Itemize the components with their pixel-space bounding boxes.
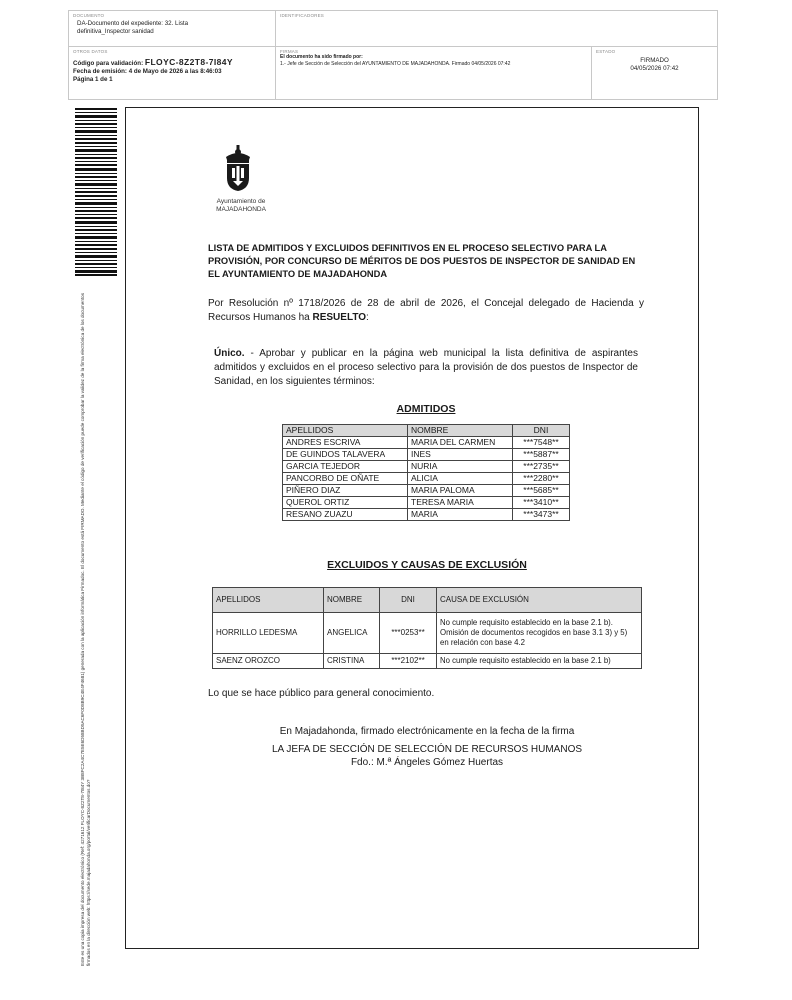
cell-nombre: ANGELICA (324, 613, 380, 654)
barcode-image (75, 108, 117, 276)
signature-place-date: En Majadahonda, firmado electrónicamente en la fecha de la firma (279, 726, 575, 737)
cell-dni: ***5887** (513, 449, 570, 461)
estado-value: FIRMADO (640, 57, 669, 64)
cell-apellidos: ANDRES ESCRIVA (283, 437, 408, 449)
col-nombre: NOMBRE (408, 425, 513, 437)
document-frame (125, 107, 699, 949)
cell-apellidos: DE GUINDOS TALAVERA (283, 449, 408, 461)
table-row (213, 613, 642, 654)
col-nombre: NOMBRE (324, 588, 380, 613)
intro-end: : (366, 312, 369, 323)
table-row (283, 437, 570, 449)
table-row (283, 497, 570, 509)
identificadores-cell (276, 11, 717, 47)
admitidos-table (282, 424, 570, 521)
codigo-validacion (73, 58, 271, 68)
firmas-cell (276, 47, 592, 99)
closing-text: Lo que se hace público para general conocimiento. (208, 688, 435, 699)
cell-dni: ***2102** (380, 654, 437, 669)
firmas-label: FIRMAS (280, 49, 299, 54)
col-dni: DNI (380, 588, 437, 613)
table-row (283, 449, 570, 461)
cell-apellidos: QUEROL ORTIZ (283, 497, 408, 509)
otros-datos-cell (69, 47, 276, 99)
codigo-value: FLOYC-8Z2T8-7I84Y (144, 57, 233, 67)
identificadores-label: IDENTIFICADORES (280, 13, 325, 18)
excluidos-header-row (213, 588, 642, 613)
table-row (213, 654, 642, 669)
verification-side-text: Este es una copia impresa del documento electrónico (Ref: 4271612 FLOYC-8Z2T8-7I84Y 3B8FC2A4C7E5E6D58BD5AC6F0D8B9C4E4F4681) generada con la aplicación informática Firmadoc. El documento está FIRMADO. Mediante el código de verificación puede comprobar la validez de la firma electrónica de los documentos firmados en la dirección web: https://sede.majadahonda.org/portal/verificarDocumentos.do? (80, 293, 91, 966)
unico-text: - Aprobar y publicar en la página web municipal la lista definitiva de aspirantes admitidos y excluidos en el proceso selectivo para la provisión de dos puestos de Inspector de Sanidad, en los siguientes términos: (214, 348, 638, 387)
col-apellidos: APELLIDOS (283, 425, 408, 437)
cell-dni: ***7548** (513, 437, 570, 449)
col-apellidos: APELLIDOS (213, 588, 324, 613)
signature-role: LA JEFA DE SECCIÓN DE SELECCIÓN DE RECURSOS HUMANOS (271, 744, 583, 755)
document-metadata-header (68, 10, 718, 100)
cell-nombre: MARIA DEL CARMEN (408, 437, 513, 449)
cell-dni: ***3410** (513, 497, 570, 509)
cell-causa: No cumple requisito establecido en la base 2.1 b) (437, 654, 642, 669)
admitidos-heading: ADMITIDOS (396, 403, 456, 415)
unico-label: Único. (214, 348, 245, 359)
cell-apellidos: RESANO ZUAZU (283, 509, 408, 521)
col-causa: CAUSA DE EXCLUSIÓN (437, 588, 642, 613)
admitidos-header-row (283, 425, 570, 437)
cell-dni: ***3473** (513, 509, 570, 521)
codigo-label: Código para validación: (73, 60, 144, 67)
documento-label: DOCUMENTO (73, 13, 105, 18)
cell-nombre: MARIA PALOMA (408, 485, 513, 497)
table-row (283, 461, 570, 473)
excluidos-heading: EXCLUIDOS Y CAUSAS DE EXCLUSIÓN (327, 559, 527, 571)
table-row (283, 473, 570, 485)
cell-apellidos: SAENZ OROZCO (213, 654, 324, 669)
cell-nombre: ALICIA (408, 473, 513, 485)
signature-name: Fdo.: M.ª Ángeles Gómez Huertas (350, 757, 504, 768)
cell-nombre: TERESA MARIA (408, 497, 513, 509)
estado-date: 04/05/2026 07:42 (630, 65, 679, 72)
cell-nombre: MARIA (408, 509, 513, 521)
estado-label: ESTADO (596, 49, 616, 54)
documento-cell (69, 11, 276, 47)
col-dni: DNI (513, 425, 570, 437)
excluidos-table (212, 587, 642, 669)
documento-value: DA-Documento del expediente: 32. Lista definitiva_Inspector sanidad (77, 20, 189, 35)
cell-dni: ***5685** (513, 485, 570, 497)
logo-line1: Ayuntamiento de (216, 198, 266, 205)
document-title: LISTA DE ADMITIDOS Y EXCLUIDOS DEFINITIVOS EN EL PROCESO SELECTIVO PARA LA PROVISIÓN, POR CONCURSO DE MÉRITOS DE DOS PUESTOS DE INSPECTOR DE SANIDAD EN EL AYUNTAMIENTO DE MAJADAHONDA (208, 243, 636, 279)
cell-causa: No cumple requisito establecido en la base 2.1 b). Omisión de documentos recogidos en base 3.1 3) y 5) en relación con base 4.2 (437, 613, 642, 654)
pagina-count: Página 1 de 1 (73, 76, 113, 83)
firmas-line: 1.- Jefe de Sección de Selección del AYUNTAMIENTO DE MAJADAHONDA. Firmado 04/05/2026 07:42 (280, 61, 511, 67)
logo-line2: MAJADAHONDA (216, 205, 266, 213)
table-row (283, 485, 570, 497)
otros-datos-label: OTROS DATOS (73, 49, 108, 54)
cell-nombre: NURIA (408, 461, 513, 473)
table-row (283, 509, 570, 521)
logo-text (201, 198, 281, 213)
cell-nombre: INES (408, 449, 513, 461)
cell-apellidos: PANCORBO DE OÑATE (283, 473, 408, 485)
intro-paragraph (208, 297, 644, 325)
cell-dni: ***2280** (513, 473, 570, 485)
cell-nombre: CRISTINA (324, 654, 380, 669)
cell-apellidos: GARCIA TEJEDOR (283, 461, 408, 473)
cell-dni: ***2735** (513, 461, 570, 473)
unico-paragraph (214, 347, 638, 389)
cell-dni: ***0253** (380, 613, 437, 654)
intro-text: Por Resolución nº 1718/2026 de 28 de abril de 2026, el Concejal delegado de Hacienda y Recursos Humanos ha (208, 298, 644, 323)
cell-apellidos: PIÑERO DIAZ (283, 485, 408, 497)
estado-cell (592, 47, 717, 99)
firmas-intro: El documento ha sido firmado por: (280, 54, 363, 60)
intro-bold: RESUELTO (312, 312, 367, 323)
cell-apellidos: HORRILLO LEDESMA (213, 613, 324, 654)
coat-of-arms-icon (224, 145, 252, 191)
fecha-emision: Fecha de emisión: 4 de Mayo de 2026 a las 8:46:03 (73, 68, 222, 75)
